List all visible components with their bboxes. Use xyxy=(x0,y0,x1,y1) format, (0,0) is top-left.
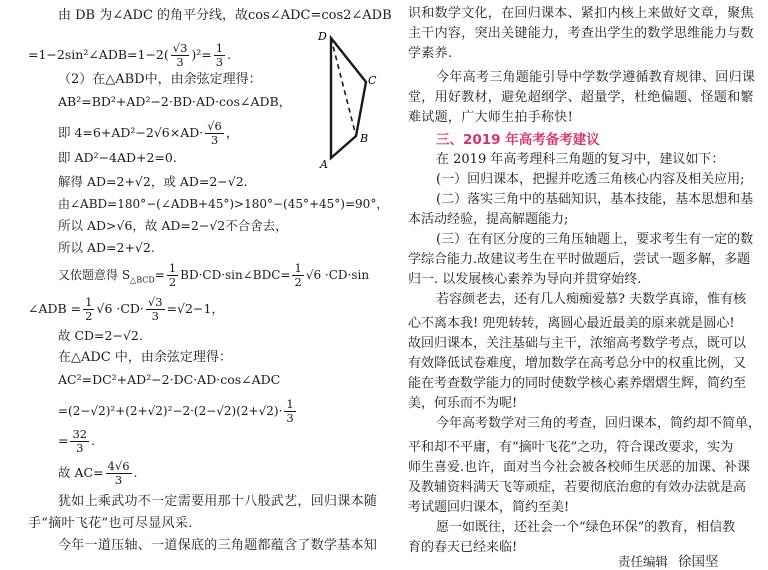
text-line: 平和却不平庸，有“摘叶飞花”之功，符合课改要求，实为 xyxy=(408,440,734,455)
fraction-denominator: 3 xyxy=(210,133,219,147)
fraction-denominator: 2 xyxy=(85,309,93,323)
editor-credit xyxy=(618,550,719,570)
fraction xyxy=(167,262,178,289)
text-line: (一）回归课本，把握并吃透三角核心内容及相关应用; xyxy=(436,172,745,187)
fraction xyxy=(106,460,132,487)
equation-line: 即 AD²−4AD+2=0. xyxy=(58,150,177,165)
equation-line xyxy=(58,262,369,289)
fraction xyxy=(83,296,94,323)
text-line: 堂，用好教材，避免超纲学、超量学，杜绝偏题、怪题和繁 xyxy=(408,90,754,105)
equation-part: . xyxy=(227,47,232,62)
fraction-denominator: 3 xyxy=(215,55,224,69)
text-line: 故回归课本，关注基础与主干，浓缩高考数学考点，既可以 xyxy=(408,336,747,351)
text-line: （2）在△ABD中，由余弦定理得： xyxy=(58,72,262,87)
text-line: 主干内容，突出关键能力，考查出学生的数学思维能力与数 xyxy=(408,26,754,41)
fraction xyxy=(214,42,225,69)
text-line: 归一. 以发展核心素养为导向并贯穿始终. xyxy=(408,272,642,287)
text-line: 难试题，广大师生拍手称快! xyxy=(408,110,574,125)
equation-line: AB²=BD²+AD²−2·BD·AD·cos∠ADB， xyxy=(58,94,292,109)
section-heading: 三、2019 年高考备考建议 xyxy=(436,132,600,148)
text-line: 考试题回归课本，简约至美! xyxy=(408,500,570,515)
text-line: 育的春天已经来临! xyxy=(408,540,518,555)
equation-part: =1−2sin²∠ADB=1−2( xyxy=(28,47,169,62)
equation-part: BD·CD·sin∠BDC= xyxy=(180,268,291,282)
fraction xyxy=(205,120,224,147)
fraction-numerator: 32 xyxy=(72,427,88,441)
vertex-label-c: C xyxy=(368,74,377,87)
vertex-label-a: A xyxy=(320,158,328,170)
fraction-denominator: 3 xyxy=(76,441,84,455)
vertex-label-b: B xyxy=(360,132,369,145)
text-line: 识和数学文化，在回归课本、紧扣内核上来做好文章，聚焦 xyxy=(408,6,754,21)
fraction-denominator: 3 xyxy=(114,473,123,487)
editor-name: 徐国坚 xyxy=(678,554,719,570)
fraction-numerator: √3 xyxy=(172,41,188,55)
text-line: 心不离本我! 兜兜转转，离圆心最近最美的原来就是圆心! xyxy=(408,316,735,331)
equation-line: 解得 AD=2+√2，或 AD=2−√2. xyxy=(58,174,248,189)
fraction xyxy=(171,42,190,69)
fraction xyxy=(292,262,303,289)
editor-label: 责任编辑 xyxy=(618,554,669,569)
fraction-denominator: 3 xyxy=(286,411,294,425)
text-line: 师生喜爱.也许，面对当今社会被各校师生厌恶的加课、补课 xyxy=(408,460,751,475)
equation-line: AC²=DC²+AD²−2·DC·AD·cos∠ADC xyxy=(58,372,281,387)
equation-line: 所以 AD=2+√2. xyxy=(58,240,155,255)
text-line: 今年高考三角题能引导中学数学遵循教育规律、回归课 xyxy=(436,70,756,85)
equation-line: 故 CD=2−√2. xyxy=(58,328,143,343)
fraction-numerator: 4√6 xyxy=(107,459,130,473)
fraction-numerator: 1 xyxy=(286,397,294,411)
text-line: 今年高考数学对三角的考查，回归课本，简约却不简单， xyxy=(436,416,762,431)
fraction-denominator: 3 xyxy=(151,309,159,323)
equation-part: = xyxy=(154,268,165,282)
equation-part: 故 AC= xyxy=(58,465,104,480)
text-line: 有效降低试卷难度，增加数学在高考总分中的权重比例，又 xyxy=(408,356,747,371)
equation-line xyxy=(28,296,224,323)
fraction xyxy=(70,428,89,455)
fraction-numerator: 1 xyxy=(85,295,93,309)
equation-line xyxy=(58,428,95,455)
text-line: 手“摘叶飞花”也可尽显风采. xyxy=(28,516,193,531)
fraction-numerator: 1 xyxy=(215,41,224,55)
text-line: 美，何乐而不为呢! xyxy=(408,396,518,411)
text-line: (三）在有区分度的三角压轴题上，要求考生有一定的数 xyxy=(436,232,754,247)
equation-line xyxy=(58,460,138,487)
text-line: 若容颜老去，还有几人痴痴爱慕? 夫数学真谛，惟有核 xyxy=(436,292,747,307)
fraction xyxy=(284,398,295,425)
text-line: 在△ADC 中，由余弦定理得： xyxy=(58,350,232,365)
equation-part: =√2−1， xyxy=(166,301,224,316)
equation-line xyxy=(58,398,298,425)
text-line: 犹如上乘武功不一定需要用那十八般武艺，回归课本随 xyxy=(58,494,378,509)
text-line: (二）落实三角中的基础知识，基本技能，基本思想和基 xyxy=(436,192,754,207)
text-line: 学综合能力.故建议考生在平时做题后，尝试一题多解，多题 xyxy=(408,252,751,267)
equation-part: )²= xyxy=(191,47,212,62)
equation-part: . xyxy=(91,433,96,448)
fraction-denominator: 2 xyxy=(294,275,302,289)
equation-part: 即 4=6+AD²−2√6×AD· xyxy=(58,125,204,140)
equation-part: 又依题意得 S xyxy=(58,268,131,282)
equation-part: ∠ADB = xyxy=(28,301,82,316)
equation-line: 由∠ABD=180°−(∠ADB+45°)>180°−(45°+45°)=90°， xyxy=(58,197,389,211)
text-line: 本活动经验，提高解题能力; xyxy=(408,212,569,227)
fraction-denominator: 3 xyxy=(176,55,184,69)
equation-line xyxy=(28,42,231,69)
text-line: 及教辅资料满天飞等顽症，若要彻底治愈的有效办法就是高 xyxy=(408,480,747,495)
equation-part: =(2−√2)²+(2+√2)²−2·(2−√2)(2+√2)· xyxy=(58,404,283,418)
fraction-numerator: 1 xyxy=(168,261,177,275)
text-line: 在 2019 年高考理科三角题的复习中，建议如下： xyxy=(436,152,725,167)
fraction xyxy=(146,296,165,323)
text-line: 由 DB 为∠ADC 的角平分线，故cos∠ADC=cos2∠ADB xyxy=(58,8,392,23)
equation-line: 所以 AD>√6，故 AD=2−√2不合舍去， xyxy=(58,218,288,233)
vertex-label-d: D xyxy=(318,30,327,43)
text-line: 今年一道压轴、一道保底的三角题都蕴含了数学基本知 xyxy=(58,538,378,553)
equation-part: ， xyxy=(225,125,239,140)
equation-line xyxy=(58,120,238,147)
text-line: 愿一如既往，还社会一个“绿色环保”的教育，相信教 xyxy=(436,520,736,535)
fraction-numerator: 1 xyxy=(294,261,302,275)
text-line: 学素养. xyxy=(408,46,453,61)
equation-part: . xyxy=(133,465,138,480)
equation-part: = xyxy=(58,433,69,448)
fraction-numerator: √6 xyxy=(207,119,222,133)
equation-part: √6 ·CD·sin xyxy=(305,268,370,282)
subscript: △BCD xyxy=(130,275,155,285)
quadrilateral-figure xyxy=(316,22,382,170)
equation-part: √6 ·CD· xyxy=(96,301,144,316)
fraction-denominator: 2 xyxy=(168,275,177,289)
fraction-numerator: √3 xyxy=(147,295,163,309)
text-line: 能在考查数学能力的同时使数学核心素养熠熠生辉，简约至 xyxy=(408,376,747,391)
